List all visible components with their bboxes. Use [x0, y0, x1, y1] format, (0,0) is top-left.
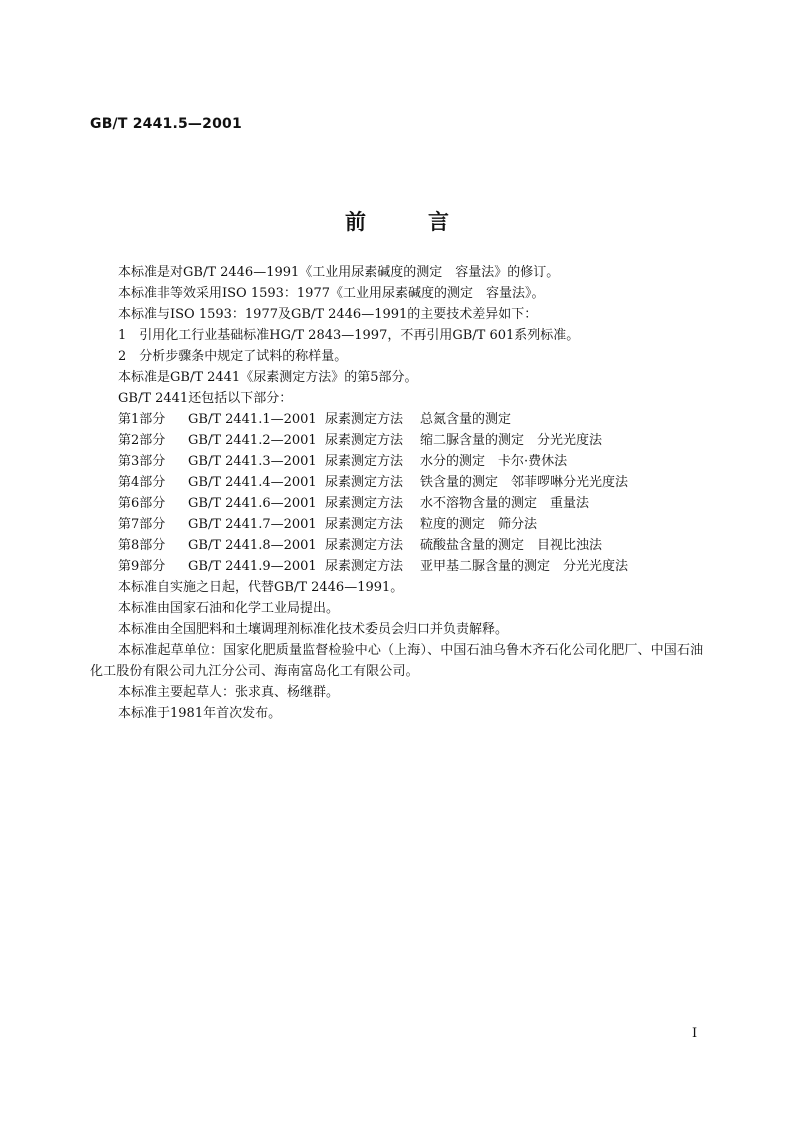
part-code: GB/T 2441.7—2001 — [188, 517, 317, 532]
part-item: 粒度的测定 — [420, 517, 486, 532]
part-code: GB/T 2441.8—2001 — [188, 538, 317, 553]
part-name: 尿素测定方法 — [325, 475, 404, 490]
part-code: GB/T 2441.2—2001 — [188, 433, 317, 448]
part-row — [90, 535, 705, 556]
part-method: 重量法 — [550, 496, 590, 511]
part-code: GB/T 2441.9—2001 — [188, 559, 317, 574]
paragraph: 本标准是对GB/T 2446—1991《工业用尿素碱度的测定 容量法》的修订。 — [118, 265, 560, 280]
part-code: GB/T 2441.1—2001 — [188, 412, 317, 427]
paragraph: 本标准非等效采用ISO 1593：1977《工业用尿素碱度的测定 容量法》。 — [118, 286, 545, 301]
part-number: 第3部分 — [118, 454, 166, 469]
part-number: 第7部分 — [118, 517, 166, 532]
part-method: 卡尔·费休法 — [498, 454, 568, 469]
part-row — [90, 472, 705, 493]
part-name: 尿素测定方法 — [325, 538, 404, 553]
list-item: 2 分析步骤条中规定了试料的称样量。 — [118, 349, 348, 364]
part-name: 尿素测定方法 — [325, 496, 404, 511]
part-number: 第9部分 — [118, 559, 166, 574]
page-title: 前言 — [345, 210, 511, 234]
part-name: 尿素测定方法 — [325, 412, 404, 427]
part-name: 尿素测定方法 — [325, 559, 404, 574]
standard-code: GB/T 2441.5—2001 — [90, 116, 242, 132]
part-method: 分光光度法 — [563, 559, 629, 574]
part-number: 第8部分 — [118, 538, 166, 553]
paragraph: 本标准自实施之日起，代替GB/T 2446—1991。 — [118, 580, 404, 595]
page-number: I — [692, 1026, 698, 1041]
part-method: 筛分法 — [498, 517, 538, 532]
part-code: GB/T 2441.4—2001 — [188, 475, 317, 490]
part-code: GB/T 2441.3—2001 — [188, 454, 317, 469]
paragraph: GB/T 2441还包括以下部分： — [118, 391, 293, 406]
part-row — [90, 556, 705, 577]
foreword-body — [90, 262, 705, 724]
part-row — [90, 493, 705, 514]
paragraph: 本标准是GB/T 2441《尿素测定方法》的第5部分。 — [118, 370, 418, 385]
part-method: 目视比浊法 — [537, 538, 603, 553]
part-item: 水分的测定 — [420, 454, 486, 469]
part-number: 第2部分 — [118, 433, 166, 448]
paragraph: 本标准由国家石油和化学工业局提出。 — [118, 601, 340, 616]
part-code: GB/T 2441.6—2001 — [188, 496, 317, 511]
part-item: 铁含量的测定 — [420, 475, 499, 490]
part-item: 硫酸盐含量的测定 — [420, 538, 525, 553]
part-name: 尿素测定方法 — [325, 433, 404, 448]
part-method: 分光光度法 — [537, 433, 603, 448]
paragraph: 本标准与ISO 1593：1977及GB/T 2446—1991的主要技术差异如下： — [118, 307, 538, 322]
paragraph: 本标准于1981年首次发布。 — [118, 706, 282, 721]
part-item: 缩二脲含量的测定 — [420, 433, 525, 448]
paragraph: 本标准起草单位：国家化肥质量监督检验中心（上海）、中国石油乌鲁木齐石化公司化肥厂、中国石油化工股份有限公司九江分公司、海南富岛化工有限公司。 — [90, 643, 704, 679]
part-number: 第4部分 — [118, 475, 166, 490]
part-name: 尿素测定方法 — [325, 517, 404, 532]
part-row — [90, 514, 705, 535]
part-method: 邻菲啰啉分光光度法 — [511, 475, 629, 490]
paragraph: 本标准由全国肥料和土壤调理剂标准化技术委员会归口并负责解释。 — [118, 622, 509, 637]
part-item: 总氮含量的测定 — [420, 412, 512, 427]
part-item: 亚甲基二脲含量的测定 — [420, 559, 551, 574]
part-row — [90, 451, 705, 472]
part-row — [90, 430, 705, 451]
part-number: 第1部分 — [118, 412, 166, 427]
part-item: 水不溶物含量的测定 — [420, 496, 538, 511]
list-item: 1 引用化工行业基础标准HG/T 2843—1997，不再引用GB/T 601系列标准。 — [118, 328, 580, 343]
part-number: 第6部分 — [118, 496, 166, 511]
paragraph: 本标准主要起草人：张求真、杨继群。 — [118, 685, 340, 700]
part-row — [90, 409, 705, 430]
part-name: 尿素测定方法 — [325, 454, 404, 469]
